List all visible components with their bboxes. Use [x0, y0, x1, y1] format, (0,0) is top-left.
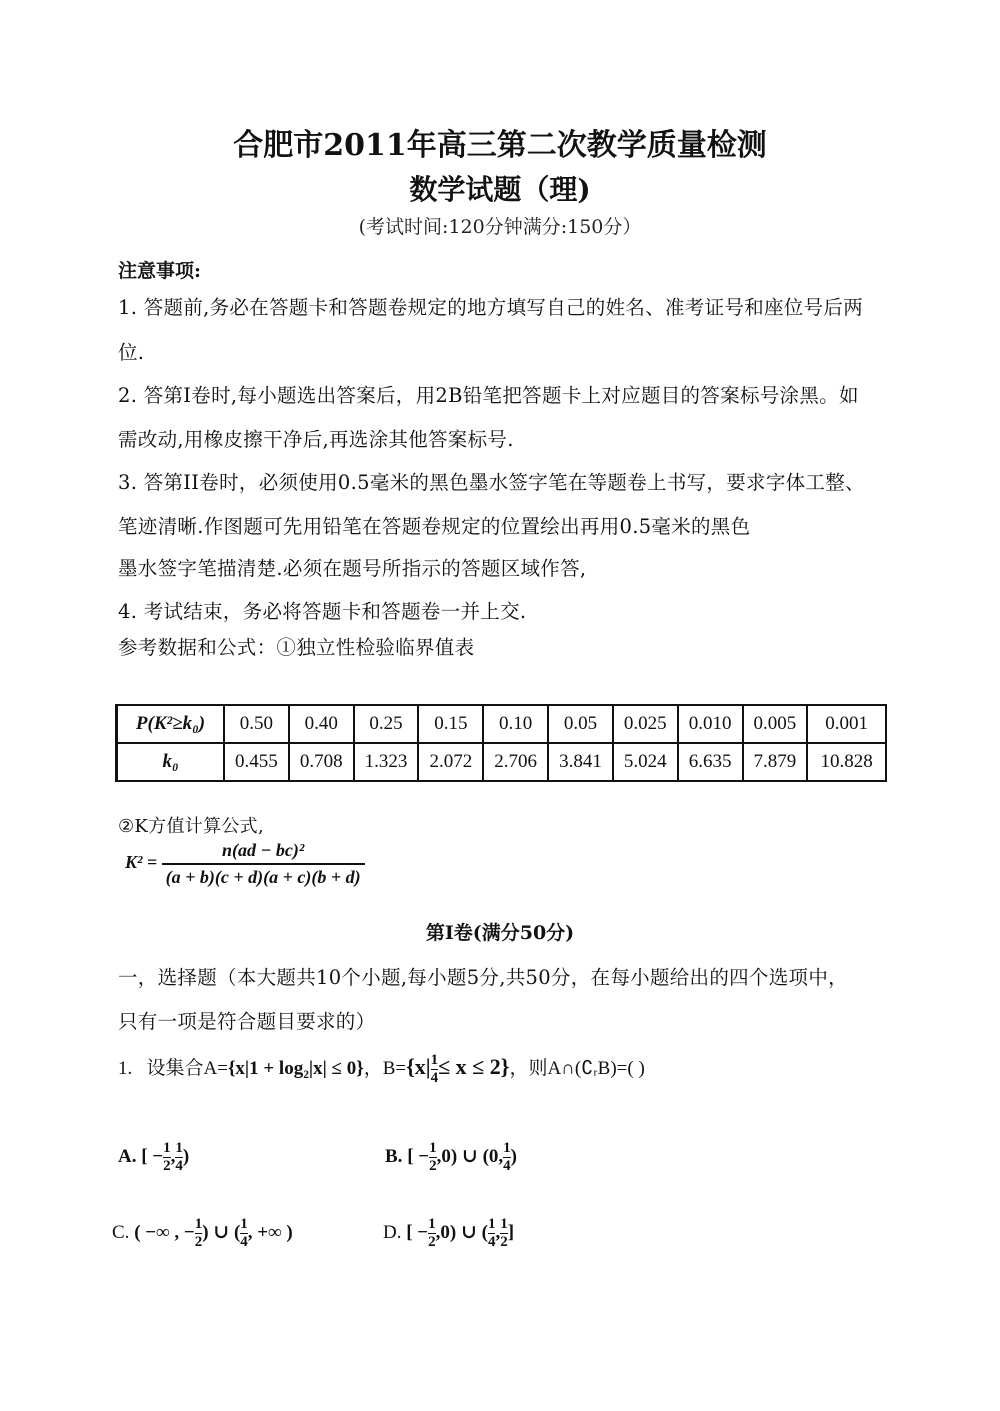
- table-cell: 10.828: [807, 743, 886, 781]
- reference-intro: 参考数据和公式：①独立性检验临界值表: [118, 636, 475, 659]
- formula-lhs: K² =: [125, 852, 158, 873]
- table-cell: 5.024: [613, 743, 678, 781]
- exam-info: (考试时间:120分钟满分:150分）: [358, 216, 642, 238]
- question-text: 设集合A=: [146, 1057, 228, 1079]
- critical-value-table: [115, 704, 887, 782]
- table-cell: 3.841: [548, 743, 613, 781]
- formula-denominator: (a + b)(c + d)(a + c)(b + d): [162, 863, 365, 888]
- k-square-formula: [125, 840, 365, 888]
- table-row: [117, 743, 887, 781]
- fraction: $\frac{1}{2}$: [500, 1216, 508, 1250]
- table-cell: 0.708: [289, 743, 354, 781]
- fraction: $\frac{1}{4}$: [175, 1140, 183, 1174]
- exam-subtitle: 数学试题（理): [409, 173, 591, 206]
- notice-line: 需改动,用橡皮擦干净后,再选涂其他答案标号.: [118, 428, 514, 451]
- question-number: 1.: [118, 1057, 133, 1079]
- notice-line: 位.: [118, 341, 145, 364]
- notice-line: 笔迹清晰.作图题可先用铅笔在答题卷规定的位置绘出再用0.5毫米的黑色: [118, 515, 751, 538]
- fraction: $\frac{1}{2}$: [429, 1140, 437, 1174]
- table-cell: 0.25: [354, 705, 419, 743]
- notice-line: 3. 答第II卷时，必须使用0.5毫米的黑色墨水签字笔在等题卷上书写，要求字体工整、: [118, 471, 865, 494]
- table-cell: 1.323: [354, 743, 419, 781]
- fraction: $\frac{1}{4}$: [503, 1140, 511, 1174]
- table-cell: 6.635: [678, 743, 743, 781]
- table-cell: 0.50: [224, 705, 289, 743]
- table-row: [117, 705, 887, 743]
- question-1: [118, 1052, 645, 1087]
- table-cell: 0.05: [548, 705, 613, 743]
- section-title: 第I卷(满分50分): [425, 922, 575, 944]
- fraction: $\frac{1}{2}$: [194, 1216, 203, 1250]
- formula-intro: ②K方值计算公式,: [118, 816, 265, 837]
- option-a[interactable]: A. [ − $\frac{1}{2}$ , $\frac{1}{4}$ ): [118, 1140, 190, 1174]
- table-cell: 2.706: [483, 743, 548, 781]
- fraction: $\frac{1}{2}$: [163, 1140, 171, 1174]
- set-b-right: ≤ x ≤ 2}: [438, 1053, 510, 1079]
- notice-line: 2. 答第I卷时,每小题选出答案后，用2B铅笔把答题卡上对应题目的答案标号涂黑。如: [118, 384, 859, 407]
- question-text: ，B=: [363, 1057, 407, 1079]
- question-text: ，则A∩(∁ᵣB)=( ): [509, 1057, 645, 1079]
- row-label: P(K²≥k₀): [117, 705, 225, 743]
- row-label: k₀: [117, 743, 225, 781]
- table-cell: 0.10: [483, 705, 548, 743]
- exam-title: 合肥市2011年高三第二次教学质量检测: [233, 128, 767, 163]
- formula-numerator: n(ad − bc)²: [222, 840, 305, 860]
- set-b-left: {x|: [406, 1053, 431, 1079]
- option-d[interactable]: D. [ − $\frac{1}{2}$ ,0) ∪ ( $\frac{1}{4}$ , $\frac{1}{2}$ ]: [383, 1216, 515, 1250]
- option-b[interactable]: B. [ − $\frac{1}{2}$ ,0) ∪ (0, $\frac{1}{4}$ ): [385, 1140, 517, 1174]
- section-intro: 只有一项是符合题目要求的）: [118, 1010, 376, 1033]
- notice-line: 1. 答题前,务必在答题卡和答题卷规定的地方填写自己的姓名、准考证号和座位号后两: [118, 296, 864, 319]
- table-cell: 0.010: [678, 705, 743, 743]
- fraction: $\frac{1}{4}$: [487, 1216, 496, 1250]
- table-cell: 2.072: [418, 743, 483, 781]
- table-cell: 0.455: [224, 743, 289, 781]
- table-cell: 0.15: [418, 705, 483, 743]
- formula-fraction: [162, 840, 365, 888]
- table-cell: 0.001: [807, 705, 886, 743]
- notice-line: 墨水签字笔描清楚.必须在题号所指示的答题区域作答,: [118, 557, 587, 580]
- option-c[interactable]: C. ( −∞ , − $\frac{1}{2}$ ) ∪ ( $\frac{1}{4}$ , +∞ ): [112, 1216, 293, 1250]
- table-cell: 0.025: [613, 705, 678, 743]
- table-cell: 0.40: [289, 705, 354, 743]
- fraction: $\frac{1}{2}$: [428, 1216, 436, 1250]
- fraction: $\frac{1}{4}$: [240, 1216, 248, 1250]
- set-a: {x|1 + log₂|x| ≤ 0}: [227, 1057, 364, 1079]
- table-cell: 0.005: [743, 705, 808, 743]
- fraction: $\frac{1}{4}$: [430, 1052, 439, 1086]
- notice-line: 4. 考试结束，务必将答题卡和答题卷一并上交.: [118, 600, 527, 623]
- table-cell: 7.879: [743, 743, 808, 781]
- section-intro: 一，选择题（本大题共10个小题,每小题5分,共50分，在每小题给出的四个选项中，: [118, 966, 848, 989]
- notice-heading: 注意事项:: [118, 260, 202, 282]
